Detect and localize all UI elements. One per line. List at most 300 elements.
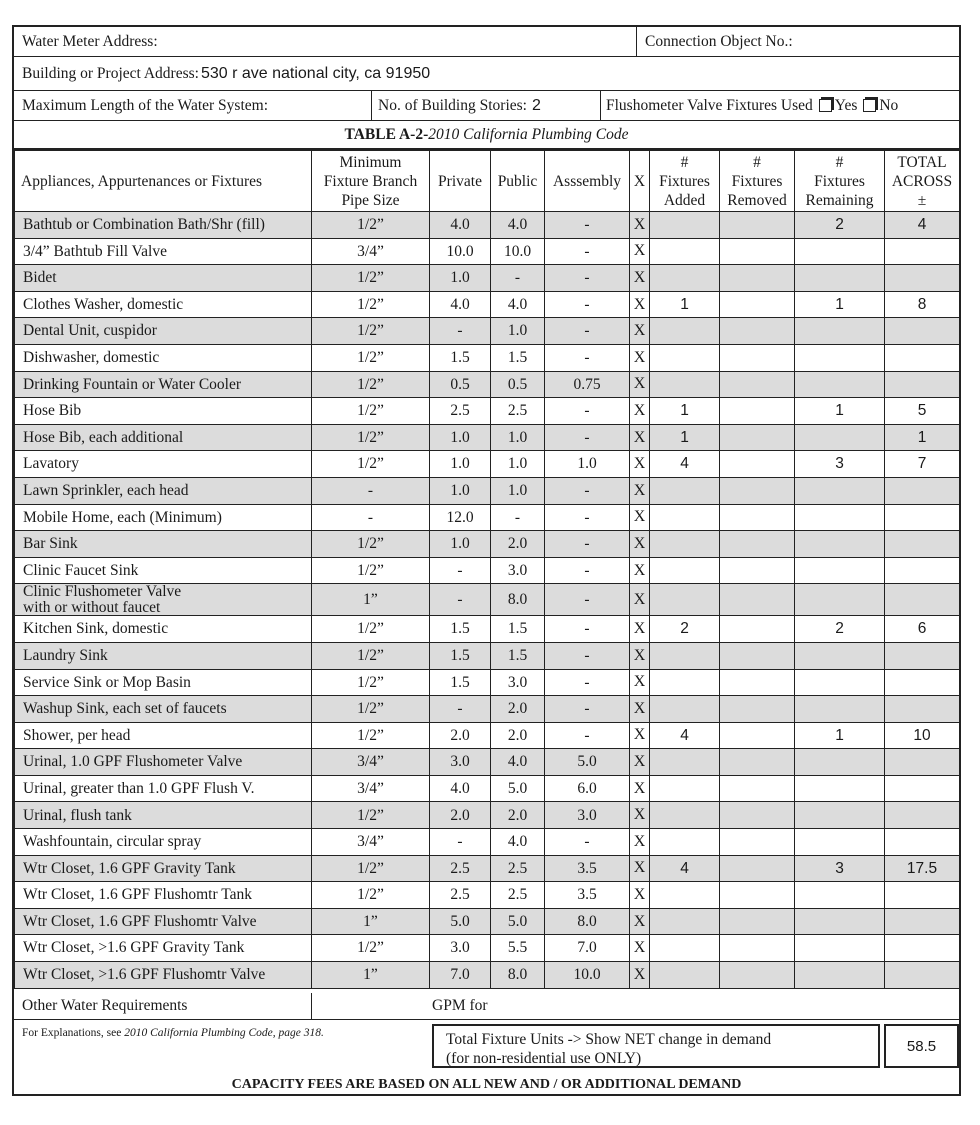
cell-assembly: 3.5 xyxy=(545,882,630,909)
fixture-name: Bidet xyxy=(15,265,312,292)
cell-removed[interactable] xyxy=(720,291,795,318)
cell-public: 4.0 xyxy=(491,291,545,318)
cell-public: 2.5 xyxy=(491,398,545,425)
cell-added[interactable] xyxy=(650,749,720,776)
fixture-name: Urinal, 1.0 GPF Flushometer Valve xyxy=(15,749,312,776)
cell-total[interactable] xyxy=(885,238,960,265)
cell-added[interactable] xyxy=(650,371,720,398)
cell-assembly: - xyxy=(545,829,630,856)
cell-total[interactable] xyxy=(885,557,960,584)
cell-assembly: - xyxy=(545,212,630,239)
cell-public: 5.0 xyxy=(491,775,545,802)
cell-pipe: 1/2” xyxy=(312,531,430,558)
cell-remaining[interactable]: 1 xyxy=(795,398,885,425)
cell-pipe: 1/2” xyxy=(312,642,430,669)
cell-x: X xyxy=(630,642,650,669)
cell-total[interactable] xyxy=(885,642,960,669)
cell-total[interactable] xyxy=(885,344,960,371)
fixture-name: Clinic Flushometer Valve with or without faucet xyxy=(15,584,312,616)
table-row xyxy=(15,775,960,802)
cell-total[interactable]: 17.5 xyxy=(885,855,960,882)
fixture-name: Hose Bib xyxy=(15,398,312,425)
cell-added[interactable] xyxy=(650,882,720,909)
cell-total[interactable] xyxy=(885,908,960,935)
total-fixture-box xyxy=(432,1024,880,1068)
cell-added[interactable] xyxy=(650,238,720,265)
cell-added[interactable]: 4 xyxy=(650,855,720,882)
fixture-name: Lawn Sprinkler, each head xyxy=(15,477,312,504)
cell-pipe: 1/2” xyxy=(312,696,430,723)
cell-public: 3.0 xyxy=(491,669,545,696)
col-header-public: Public xyxy=(491,150,545,212)
cell-added[interactable] xyxy=(650,669,720,696)
cell-added[interactable] xyxy=(650,829,720,856)
fixture-name: Wtr Closet, >1.6 GPF Flushomtr Valve xyxy=(15,962,312,989)
cell-pipe: 1” xyxy=(312,584,430,616)
cell-assembly: 3.0 xyxy=(545,802,630,829)
stories-label: No. of Building Stories: xyxy=(378,96,527,114)
cell-private: 1.5 xyxy=(430,642,491,669)
table-row xyxy=(15,802,960,829)
table-row xyxy=(15,882,960,909)
cell-x: X xyxy=(630,477,650,504)
cell-public: - xyxy=(491,265,545,292)
cell-removed[interactable] xyxy=(720,829,795,856)
cell-private: 5.0 xyxy=(430,908,491,935)
cell-remaining[interactable]: 1 xyxy=(795,722,885,749)
header-row-system xyxy=(14,91,959,121)
total-fixture-value[interactable]: 58.5 xyxy=(884,1024,959,1068)
capacity-fees-note: CAPACITY FEES ARE BASED ON ALL NEW AND / OR ADDITIONAL DEMAND xyxy=(231,1077,742,1092)
cell-total[interactable] xyxy=(885,318,960,345)
cell-pipe: - xyxy=(312,504,430,531)
cell-public: 5.0 xyxy=(491,908,545,935)
fixture-name: Washfountain, circular spray xyxy=(15,829,312,856)
cell-public: 1.5 xyxy=(491,616,545,643)
cell-removed[interactable] xyxy=(720,935,795,962)
cell-added[interactable] xyxy=(650,696,720,723)
cell-pipe: - xyxy=(312,477,430,504)
cell-remaining[interactable] xyxy=(795,318,885,345)
cell-added[interactable] xyxy=(650,212,720,239)
cell-remaining[interactable] xyxy=(795,424,885,451)
cell-assembly: 1.0 xyxy=(545,451,630,478)
cell-pipe: 1/2” xyxy=(312,935,430,962)
cell-x: X xyxy=(630,669,650,696)
col-header-total: TOTAL ACROSS ± xyxy=(885,150,960,212)
fixture-name: Urinal, flush tank xyxy=(15,802,312,829)
fixture-name: Shower, per head xyxy=(15,722,312,749)
cell-x: X xyxy=(630,722,650,749)
cell-public: 4.0 xyxy=(491,212,545,239)
cell-removed[interactable] xyxy=(720,451,795,478)
cell-pipe: 3/4” xyxy=(312,775,430,802)
cell-assembly: 10.0 xyxy=(545,962,630,989)
cell-added[interactable] xyxy=(650,504,720,531)
cell-public: 2.0 xyxy=(491,802,545,829)
cell-added[interactable] xyxy=(650,557,720,584)
cell-total[interactable]: 6 xyxy=(885,616,960,643)
cell-private: 2.5 xyxy=(430,855,491,882)
cell-private: 1.0 xyxy=(430,531,491,558)
cell-pipe: 1/2” xyxy=(312,882,430,909)
yes-checkbox[interactable] xyxy=(819,99,832,112)
cell-removed[interactable] xyxy=(720,398,795,425)
table-row xyxy=(15,451,960,478)
cell-removed[interactable] xyxy=(720,722,795,749)
cell-pipe: 1/2” xyxy=(312,265,430,292)
cell-removed[interactable] xyxy=(720,557,795,584)
cell-assembly: - xyxy=(545,504,630,531)
cell-x: X xyxy=(630,962,650,989)
cell-private: 1.0 xyxy=(430,477,491,504)
cell-public: 1.5 xyxy=(491,344,545,371)
cell-remaining[interactable] xyxy=(795,557,885,584)
cell-assembly: 5.0 xyxy=(545,749,630,776)
cell-total[interactable]: 8 xyxy=(885,291,960,318)
cell-removed[interactable] xyxy=(720,908,795,935)
cell-private: 10.0 xyxy=(430,238,491,265)
cell-total[interactable] xyxy=(885,265,960,292)
cell-removed[interactable] xyxy=(720,371,795,398)
cell-assembly: 6.0 xyxy=(545,775,630,802)
cell-pipe: 1/2” xyxy=(312,557,430,584)
cell-public: 10.0 xyxy=(491,238,545,265)
cell-total[interactable] xyxy=(885,696,960,723)
cell-removed[interactable] xyxy=(720,424,795,451)
cell-assembly: 7.0 xyxy=(545,935,630,962)
cell-remaining[interactable] xyxy=(795,265,885,292)
cell-pipe: 1/2” xyxy=(312,398,430,425)
cell-private: 7.0 xyxy=(430,962,491,989)
cell-assembly: - xyxy=(545,238,630,265)
cell-x: X xyxy=(630,504,650,531)
total-fixture-label: Total Fixture Units -> Show NET change in demand xyxy=(446,1031,772,1048)
fixture-name: Wtr Closet, 1.6 GPF Flushomtr Tank xyxy=(15,882,312,909)
cell-private: - xyxy=(430,696,491,723)
cell-public: - xyxy=(491,504,545,531)
cell-assembly: - xyxy=(545,424,630,451)
cell-x: X xyxy=(630,265,650,292)
cell-total[interactable]: 7 xyxy=(885,451,960,478)
cell-added[interactable]: 4 xyxy=(650,451,720,478)
cell-removed[interactable] xyxy=(720,696,795,723)
cell-added[interactable] xyxy=(650,344,720,371)
cell-remaining[interactable] xyxy=(795,908,885,935)
cell-added[interactable] xyxy=(650,531,720,558)
cell-added[interactable]: 2 xyxy=(650,616,720,643)
fixture-name: Lavatory xyxy=(15,451,312,478)
cell-added[interactable] xyxy=(650,265,720,292)
table-row xyxy=(15,962,960,989)
cell-removed[interactable] xyxy=(720,669,795,696)
cell-removed[interactable] xyxy=(720,318,795,345)
cell-remaining[interactable] xyxy=(795,238,885,265)
cell-private: 4.0 xyxy=(430,775,491,802)
cell-x: X xyxy=(630,371,650,398)
cell-total[interactable] xyxy=(885,531,960,558)
cell-removed[interactable] xyxy=(720,504,795,531)
fixture-name: Clinic Faucet Sink xyxy=(15,557,312,584)
cell-added[interactable] xyxy=(650,908,720,935)
cell-public: 4.0 xyxy=(491,749,545,776)
cell-total[interactable]: 1 xyxy=(885,424,960,451)
table-row xyxy=(15,291,960,318)
gpm-label: GPM for xyxy=(432,997,488,1014)
cell-private: 4.0 xyxy=(430,212,491,239)
col-header-remaining: # Fixtures Remaining xyxy=(795,150,885,212)
cell-added[interactable] xyxy=(650,935,720,962)
cell-remaining[interactable] xyxy=(795,749,885,776)
cell-added[interactable] xyxy=(650,802,720,829)
cell-remaining[interactable] xyxy=(795,669,885,696)
cell-public: 5.5 xyxy=(491,935,545,962)
table-row xyxy=(15,616,960,643)
cell-x: X xyxy=(630,318,650,345)
building-address-label: Building or Project Address: xyxy=(22,64,199,82)
cell-remaining[interactable] xyxy=(795,584,885,616)
cell-assembly: - xyxy=(545,669,630,696)
cell-assembly: - xyxy=(545,265,630,292)
fixture-name: Dental Unit, cuspidor xyxy=(15,318,312,345)
cell-total[interactable]: 4 xyxy=(885,212,960,239)
cell-removed[interactable] xyxy=(720,855,795,882)
cell-private: 3.0 xyxy=(430,749,491,776)
cell-private: 0.5 xyxy=(430,371,491,398)
cell-removed[interactable] xyxy=(720,584,795,616)
fixture-name: Hose Bib, each additional xyxy=(15,424,312,451)
cell-private: 2.0 xyxy=(430,722,491,749)
cell-pipe: 3/4” xyxy=(312,829,430,856)
cell-public: 2.0 xyxy=(491,696,545,723)
cell-remaining[interactable] xyxy=(795,642,885,669)
fixture-name: Dishwasher, domestic xyxy=(15,344,312,371)
cell-added[interactable] xyxy=(650,642,720,669)
cell-remaining[interactable]: 3 xyxy=(795,451,885,478)
cell-added[interactable] xyxy=(650,477,720,504)
cell-pipe: 1/2” xyxy=(312,424,430,451)
cell-removed[interactable] xyxy=(720,238,795,265)
cell-public: 1.0 xyxy=(491,318,545,345)
cell-added[interactable]: 4 xyxy=(650,722,720,749)
cell-x: X xyxy=(630,616,650,643)
cell-x: X xyxy=(630,802,650,829)
cell-added[interactable] xyxy=(650,962,720,989)
cell-pipe: 1/2” xyxy=(312,344,430,371)
cell-private: 2.0 xyxy=(430,802,491,829)
table-row xyxy=(15,212,960,239)
cell-remaining[interactable] xyxy=(795,371,885,398)
col-header-assembly: Asssembly xyxy=(545,150,630,212)
table-row xyxy=(15,722,960,749)
fixture-name: Laundry Sink xyxy=(15,642,312,669)
header-row-building xyxy=(14,57,959,91)
cell-added[interactable] xyxy=(650,775,720,802)
table-row xyxy=(15,424,960,451)
cell-remaining[interactable]: 1 xyxy=(795,291,885,318)
fixture-name: Service Sink or Mop Basin xyxy=(15,669,312,696)
table-row xyxy=(15,642,960,669)
fixture-name: Wtr Closet, 1.6 GPF Flushomtr Valve xyxy=(15,908,312,935)
cell-total[interactable] xyxy=(885,477,960,504)
cell-pipe: 1/2” xyxy=(312,212,430,239)
cell-total[interactable] xyxy=(885,829,960,856)
cell-pipe: 3/4” xyxy=(312,238,430,265)
cell-remaining[interactable] xyxy=(795,477,885,504)
cell-x: X xyxy=(630,855,650,882)
explanation-note: For Explanations, see 2010 California Plumbing Code, page 318. xyxy=(22,1027,324,1039)
cell-pipe: 1/2” xyxy=(312,371,430,398)
cell-remaining[interactable]: 2 xyxy=(795,212,885,239)
cell-total[interactable] xyxy=(885,584,960,616)
cell-removed[interactable] xyxy=(720,749,795,776)
cell-assembly: - xyxy=(545,557,630,584)
cell-added[interactable]: 1 xyxy=(650,424,720,451)
table-row xyxy=(15,584,960,616)
col-header-added: # Fixtures Added xyxy=(650,150,720,212)
cell-total[interactable]: 5 xyxy=(885,398,960,425)
cell-added[interactable]: 1 xyxy=(650,291,720,318)
cell-total[interactable] xyxy=(885,669,960,696)
cell-remaining[interactable] xyxy=(795,962,885,989)
cell-assembly: 8.0 xyxy=(545,908,630,935)
fixture-name: Wtr Closet, 1.6 GPF Gravity Tank xyxy=(15,855,312,882)
table-row xyxy=(15,265,960,292)
table-row xyxy=(15,935,960,962)
cell-private: 4.0 xyxy=(430,291,491,318)
cell-x: X xyxy=(630,238,650,265)
total-fixture-sublabel: (for non-residential use ONLY) xyxy=(446,1050,642,1067)
fixture-table-body xyxy=(15,212,960,989)
water-meter-label: Water Meter Address: xyxy=(22,32,158,50)
cell-remaining[interactable] xyxy=(795,504,885,531)
stories-value[interactable]: 2 xyxy=(531,96,541,114)
cell-pipe: 1” xyxy=(312,908,430,935)
fixture-table xyxy=(14,148,960,989)
cell-assembly: - xyxy=(545,477,630,504)
cell-pipe: 1/2” xyxy=(312,291,430,318)
cell-pipe: 3/4” xyxy=(312,749,430,776)
cell-removed[interactable] xyxy=(720,344,795,371)
cell-public: 1.0 xyxy=(491,451,545,478)
cell-x: X xyxy=(630,935,650,962)
cell-pipe: 1/2” xyxy=(312,318,430,345)
cell-removed[interactable] xyxy=(720,265,795,292)
cell-remaining[interactable]: 3 xyxy=(795,855,885,882)
cell-total[interactable] xyxy=(885,749,960,776)
cell-private: 2.5 xyxy=(430,398,491,425)
cell-public: 4.0 xyxy=(491,829,545,856)
cell-public: 1.0 xyxy=(491,477,545,504)
cell-x: X xyxy=(630,696,650,723)
cell-private: 1.0 xyxy=(430,451,491,478)
table-row xyxy=(15,669,960,696)
cell-remaining[interactable] xyxy=(795,344,885,371)
cell-remaining[interactable] xyxy=(795,935,885,962)
cell-assembly: 3.5 xyxy=(545,855,630,882)
cell-x: X xyxy=(630,557,650,584)
cell-removed[interactable] xyxy=(720,962,795,989)
fixture-name: Bar Sink xyxy=(15,531,312,558)
max-length-label: Maximum Length of the Water System: xyxy=(22,96,268,114)
cell-remaining[interactable] xyxy=(795,882,885,909)
cell-x: X xyxy=(630,344,650,371)
cell-private: - xyxy=(430,829,491,856)
cell-removed[interactable] xyxy=(720,802,795,829)
form-frame xyxy=(12,25,961,1096)
cell-public: 8.0 xyxy=(491,584,545,616)
col-header-pipe-size: Minimum Fixture Branch Pipe Size xyxy=(312,150,430,212)
cell-remaining[interactable] xyxy=(795,829,885,856)
cell-total[interactable] xyxy=(885,935,960,962)
cell-assembly: - xyxy=(545,318,630,345)
cell-x: X xyxy=(630,212,650,239)
cell-remaining[interactable] xyxy=(795,696,885,723)
cell-remaining[interactable] xyxy=(795,531,885,558)
table-row xyxy=(15,855,960,882)
yes-label: Yes xyxy=(834,96,858,114)
other-water-row xyxy=(14,993,959,1020)
no-checkbox[interactable] xyxy=(863,99,876,112)
cell-x: X xyxy=(630,291,650,318)
table-header-row xyxy=(15,150,960,212)
cell-total[interactable] xyxy=(885,371,960,398)
table-row xyxy=(15,318,960,345)
cell-assembly: - xyxy=(545,291,630,318)
cell-x: X xyxy=(630,584,650,616)
col-header-removed: # Fixtures Removed xyxy=(720,150,795,212)
cell-removed[interactable] xyxy=(720,882,795,909)
cell-pipe: 1/2” xyxy=(312,616,430,643)
cell-remaining[interactable]: 2 xyxy=(795,616,885,643)
cell-total[interactable] xyxy=(885,962,960,989)
cell-total[interactable] xyxy=(885,775,960,802)
cell-removed[interactable] xyxy=(720,477,795,504)
cell-added[interactable] xyxy=(650,318,720,345)
cell-x: X xyxy=(630,451,650,478)
cell-total[interactable] xyxy=(885,882,960,909)
cell-removed[interactable] xyxy=(720,642,795,669)
fixture-name: Kitchen Sink, domestic xyxy=(15,616,312,643)
cell-total[interactable]: 10 xyxy=(885,722,960,749)
fixture-name: Washup Sink, each set of faucets xyxy=(15,696,312,723)
cell-removed[interactable] xyxy=(720,616,795,643)
cell-total[interactable] xyxy=(885,802,960,829)
table-row xyxy=(15,504,960,531)
fixture-name: 3/4” Bathtub Fill Valve xyxy=(15,238,312,265)
cell-public: 2.0 xyxy=(491,722,545,749)
cell-removed[interactable] xyxy=(720,531,795,558)
cell-pipe: 1/2” xyxy=(312,451,430,478)
cell-added[interactable]: 1 xyxy=(650,398,720,425)
fixture-name: Clothes Washer, domestic xyxy=(15,291,312,318)
cell-total[interactable] xyxy=(885,504,960,531)
table-row xyxy=(15,344,960,371)
cell-private: 1.0 xyxy=(430,265,491,292)
cell-removed[interactable] xyxy=(720,775,795,802)
cell-private: - xyxy=(430,557,491,584)
fixture-name: Wtr Closet, >1.6 GPF Gravity Tank xyxy=(15,935,312,962)
table-row xyxy=(15,557,960,584)
cell-x: X xyxy=(630,775,650,802)
cell-remaining[interactable] xyxy=(795,775,885,802)
cell-added[interactable] xyxy=(650,584,720,616)
cell-removed[interactable] xyxy=(720,212,795,239)
cell-assembly: - xyxy=(545,344,630,371)
cell-assembly: - xyxy=(545,696,630,723)
building-address-value[interactable]: 530 r ave national city, ca 91950 xyxy=(200,64,431,82)
cell-remaining[interactable] xyxy=(795,802,885,829)
